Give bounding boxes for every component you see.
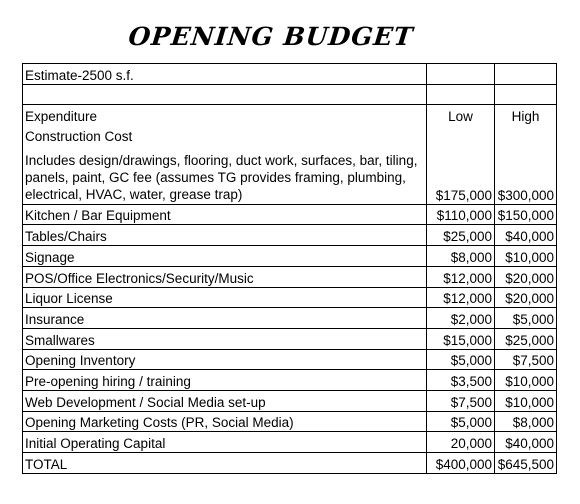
high-header: High: [495, 105, 557, 125]
estimate-row: [23, 64, 557, 85]
expense-low: $3,500: [427, 370, 495, 391]
expense-high: $20,000: [495, 266, 557, 287]
construction-cost-label: Construction Cost: [23, 125, 427, 145]
page-title: OPENING BUDGET: [127, 22, 415, 51]
expense-label: Web Development / Social Media set-up: [23, 390, 427, 411]
empty-cell: [495, 84, 557, 105]
expense-high: $8,000: [495, 411, 557, 432]
construction-cost-row: [23, 125, 557, 145]
expense-low: $5,000: [427, 411, 495, 432]
construction-description-row: [23, 145, 557, 205]
expense-low: $110,000: [427, 204, 495, 225]
table-row: [23, 370, 557, 391]
expense-label: Tables/Chairs: [23, 225, 427, 246]
empty-cell: [495, 64, 557, 85]
expense-high: $10,000: [495, 246, 557, 267]
expense-label: Opening Inventory: [23, 349, 427, 370]
expense-label: Pre-opening hiring / training: [23, 370, 427, 391]
expense-label: POS/Office Electronics/Security/Music: [23, 266, 427, 287]
table-row: [23, 266, 557, 287]
expense-label: Initial Operating Capital: [23, 432, 427, 453]
budget-table: [22, 63, 557, 474]
table-row: [23, 390, 557, 411]
expense-high: $10,000: [495, 390, 557, 411]
expense-low: $7,500: [427, 390, 495, 411]
expense-high: $20,000: [495, 287, 557, 308]
expense-label: Kitchen / Bar Equipment: [23, 204, 427, 225]
total-row: [23, 453, 557, 474]
expense-high: $5,000: [495, 308, 557, 329]
construction-description: [23, 145, 427, 205]
empty-cell: [427, 125, 495, 145]
expense-high: $40,000: [495, 225, 557, 246]
construction-description-text: Includes design/drawings, flooring, duct work, surfaces, bar, tiling, panels, paint, GC fee (assumes TG provides framing, plumbing, electrical, HVAC, water, grease trap): [25, 152, 418, 202]
expense-high: $7,500: [495, 349, 557, 370]
construction-low: $175,000: [427, 145, 495, 205]
table-row: [23, 204, 557, 225]
expense-high: $25,000: [495, 328, 557, 349]
table-row: [23, 411, 557, 432]
empty-cell: [495, 125, 557, 145]
expenditure-header: Expenditure: [23, 105, 427, 125]
expense-low: $8,000: [427, 246, 495, 267]
blank-row: [23, 84, 557, 105]
construction-high: $300,000: [495, 145, 557, 205]
expense-high: $150,000: [495, 204, 557, 225]
expense-low: $25,000: [427, 225, 495, 246]
table-row: [23, 225, 557, 246]
empty-cell: [23, 84, 427, 105]
expense-label: Insurance: [23, 308, 427, 329]
expense-label: Opening Marketing Costs (PR, Social Media): [23, 411, 427, 432]
table-row: [23, 349, 557, 370]
expense-label: Smallwares: [23, 328, 427, 349]
expense-low: $12,000: [427, 266, 495, 287]
header-row: [23, 105, 557, 125]
low-header: Low: [427, 105, 495, 125]
table-row: [23, 308, 557, 329]
total-label: TOTAL: [23, 453, 427, 474]
expense-low: $5,000: [427, 349, 495, 370]
expense-low: $2,000: [427, 308, 495, 329]
expense-label: Signage: [23, 246, 427, 267]
expense-high: $40,000: [495, 432, 557, 453]
expense-low: $12,000: [427, 287, 495, 308]
estimate-cell: Estimate-2500 s.f.: [23, 64, 427, 85]
table-row: [23, 246, 557, 267]
table-row: [23, 432, 557, 453]
empty-cell: [427, 84, 495, 105]
total-high: $645,500: [495, 453, 557, 474]
total-low: $400,000: [427, 453, 495, 474]
table-row: [23, 287, 557, 308]
table-row: [23, 328, 557, 349]
empty-cell: [427, 64, 495, 85]
expense-label: Liquor License: [23, 287, 427, 308]
expense-high: $10,000: [495, 370, 557, 391]
expense-low: $15,000: [427, 328, 495, 349]
expense-low: 20,000: [427, 432, 495, 453]
